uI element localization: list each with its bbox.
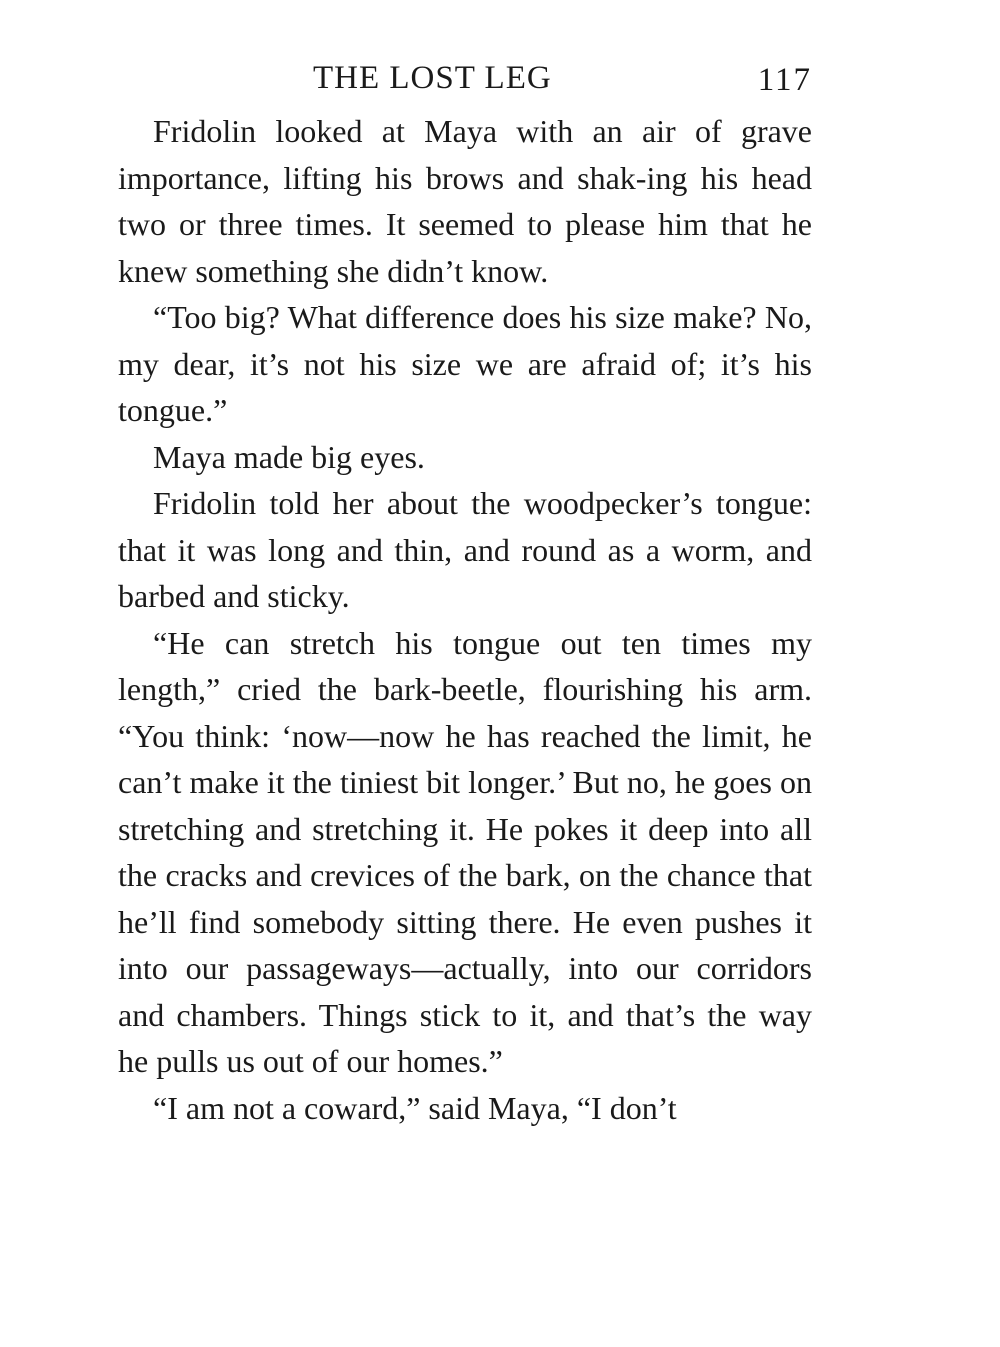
body-text xyxy=(118,108,812,1131)
running-title: THE LOST LEG xyxy=(313,60,552,96)
page-number: 117 xyxy=(757,62,812,98)
paragraph: “I am not a coward,” said Maya, “I don’t xyxy=(153,1089,677,1126)
paragraph: “Too big? What difference does his size make? No, my dear, it’s not his size we are afraid of; it’s his tongue.” xyxy=(118,299,812,428)
paragraph: Maya made big eyes. xyxy=(153,438,425,475)
page-header xyxy=(118,52,812,108)
book-page xyxy=(118,52,812,1131)
paragraph: Fridolin looked at Maya with an air of grave importance, lifting his brows and shak-ing his head two or three times. It seemed to please him that he knew something she didn’t know. xyxy=(118,113,812,289)
paragraph: Fridolin told her about the woodpecker’s tongue: that it was long and thin, and round as a worm, and barbed and sticky. xyxy=(118,485,812,614)
paragraph: “He can stretch his tongue out ten times my length,” cried the bark-beetle, flourishing his arm. “You think: ‘now—now he has reached the limit, he can’t make it the tiniest bit longer.’ But no, he goes on stretching and stretching it. He pokes it deep into all the cracks and crevices of the bark, on the chance that he’ll find somebody sitting there. He even pushes it into our passageways—actually, into our corridors and chambers. Things stick to it, and that’s the way he pulls us out of our homes.” xyxy=(118,624,812,1079)
